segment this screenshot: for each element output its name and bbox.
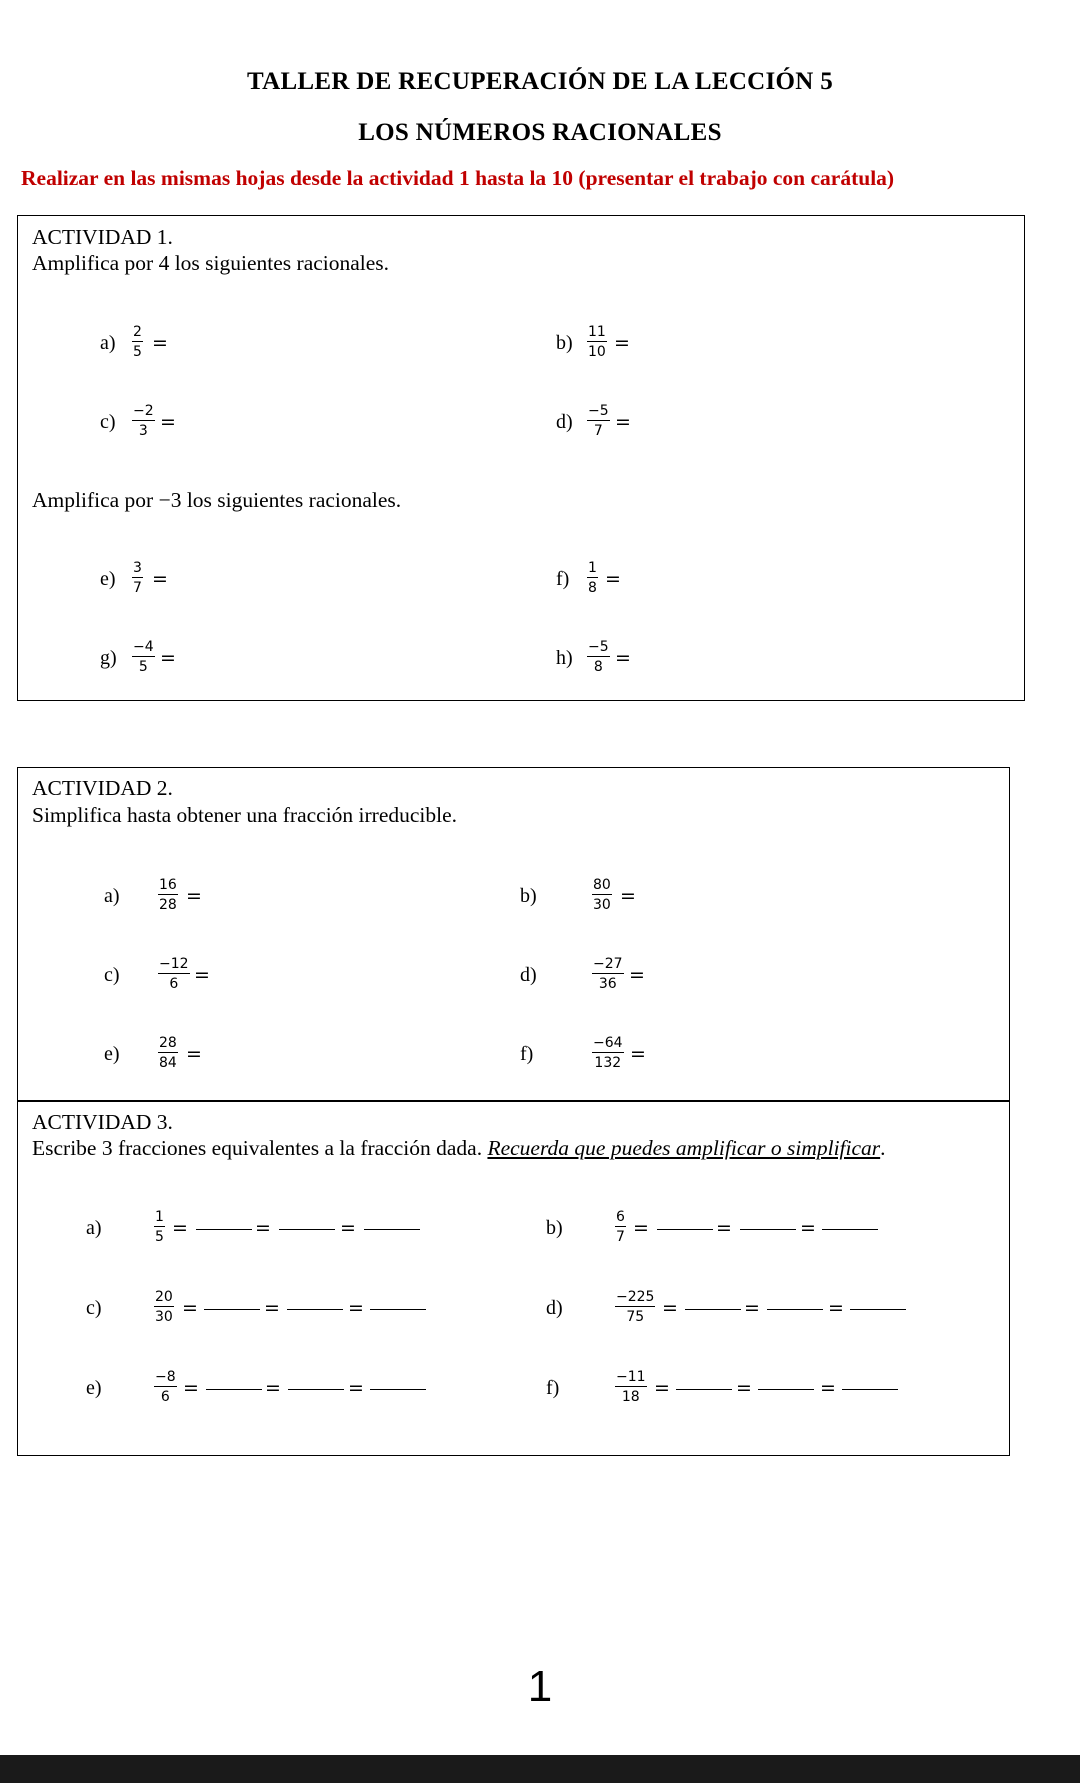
answer-blank[interactable] — [287, 1309, 343, 1310]
equals-sign: = — [633, 1217, 649, 1239]
fraction: −11 18 — [616, 1369, 646, 1406]
equals-sign: = — [614, 332, 630, 354]
equals-sign: = — [152, 332, 168, 354]
equals-sign: = — [183, 1377, 199, 1399]
activity-1-heading: ACTIVIDAD 1. — [32, 225, 173, 249]
activity-1-box — [17, 215, 1025, 701]
answer-blank[interactable] — [657, 1229, 713, 1230]
answer-blank[interactable] — [740, 1229, 796, 1230]
answer-blank[interactable] — [288, 1389, 344, 1390]
equals-sign: = — [615, 411, 631, 433]
fraction: −5 8 — [588, 639, 609, 676]
answer-blank[interactable] — [370, 1389, 426, 1390]
equals-sign: = — [152, 568, 168, 590]
answer-blank[interactable] — [685, 1309, 741, 1310]
exercise-label: a) — [104, 885, 120, 907]
fraction: −64 132 — [593, 1035, 623, 1072]
answer-blank[interactable] — [767, 1309, 823, 1310]
answer-blank[interactable] — [196, 1229, 252, 1230]
exercise-label: e) — [86, 1377, 102, 1399]
exercise-label: a) — [100, 332, 116, 354]
equals-sign: = — [264, 1297, 280, 1319]
exercise-label: e) — [100, 568, 116, 590]
exercise-label: d) — [546, 1297, 563, 1319]
activity-3-prompt: Escribe 3 fracciones equivalentes a la fracción dada. Recuerda que puedes amplificar o simplificar. — [32, 1136, 886, 1160]
exercise-label: f) — [546, 1377, 560, 1399]
answer-blank[interactable] — [279, 1229, 335, 1230]
page-number: 1 — [527, 1662, 553, 1711]
answer-blank[interactable] — [204, 1309, 260, 1310]
fraction: −4 5 — [133, 639, 154, 676]
answer-blank[interactable] — [842, 1389, 898, 1390]
exercise-label: f) — [520, 1043, 534, 1065]
activity-2-prompt: Simplifica hasta obtener una fracción irreducible. — [32, 803, 458, 827]
exercise-label: b) — [556, 332, 573, 354]
exercise-label: a) — [86, 1217, 102, 1239]
answer-blank[interactable] — [758, 1389, 814, 1390]
instructions: Realizar en las mismas hojas desde la actividad 1 hasta la 10 (presentar el trabajo con carátula) — [21, 166, 895, 190]
exercise-label: c) — [104, 964, 120, 986]
equals-sign: = — [630, 1043, 646, 1065]
equals-sign: = — [348, 1297, 364, 1319]
equals-sign: = — [744, 1297, 760, 1319]
activity-1-prompt-amplify-minus-3: Amplifica por −3 los siguientes racionales. — [32, 488, 402, 512]
equals-sign: = — [605, 568, 621, 590]
answer-blank[interactable] — [822, 1229, 878, 1230]
fraction: −5 7 — [588, 403, 609, 440]
worksheet-title: TALLER DE RECUPERACIÓN DE LA LECCIÓN 5 — [246, 68, 834, 95]
answer-blank[interactable] — [850, 1309, 906, 1310]
equals-sign: = — [182, 1297, 198, 1319]
fraction: −225 75 — [616, 1289, 655, 1326]
equals-sign: = — [615, 647, 631, 669]
equals-sign: = — [348, 1377, 364, 1399]
answer-blank[interactable] — [364, 1229, 420, 1230]
equals-sign: = — [654, 1377, 670, 1399]
fraction: −2 3 — [133, 403, 154, 440]
fraction: 11 10 — [588, 324, 606, 361]
equals-sign: = — [629, 964, 645, 986]
equals-sign: = — [186, 885, 202, 907]
equals-sign: = — [340, 1217, 356, 1239]
exercise-label: c) — [86, 1297, 102, 1319]
fraction: 3 7 — [133, 560, 142, 597]
activity-3-heading: ACTIVIDAD 3. — [32, 1110, 173, 1134]
fraction: 28 84 — [159, 1035, 177, 1072]
equals-sign: = — [186, 1043, 202, 1065]
fraction: −12 6 — [159, 956, 189, 993]
exercise-label: h) — [556, 647, 573, 669]
answer-blank[interactable] — [676, 1389, 732, 1390]
equals-sign: = — [820, 1377, 836, 1399]
equals-sign: = — [736, 1377, 752, 1399]
exercise-label: b) — [520, 885, 537, 907]
activity-2-heading: ACTIVIDAD 2. — [32, 776, 173, 800]
exercise-label: f) — [556, 568, 570, 590]
equals-sign: = — [160, 647, 176, 669]
equals-sign: = — [800, 1217, 816, 1239]
activity-3-hint: Recuerda que puedes amplificar o simplificar — [487, 1136, 881, 1160]
equals-sign: = — [255, 1217, 271, 1239]
fraction: 80 30 — [593, 877, 611, 914]
fraction: −8 6 — [155, 1369, 176, 1406]
equals-sign: = — [194, 964, 210, 986]
exercise-label: g) — [100, 647, 117, 669]
equals-sign: = — [620, 885, 636, 907]
fraction: 16 28 — [159, 877, 177, 914]
worksheet-subtitle: LOS NÚMEROS RACIONALES — [358, 119, 722, 146]
equals-sign: = — [265, 1377, 281, 1399]
fraction: 6 7 — [616, 1209, 625, 1246]
answer-blank[interactable] — [370, 1309, 426, 1310]
activity-1-prompt-amplify-4: Amplifica por 4 los siguientes racionales. — [32, 251, 390, 275]
fraction: 1 5 — [155, 1209, 164, 1246]
exercise-label: c) — [100, 411, 116, 433]
exercise-label: d) — [520, 964, 537, 986]
equals-sign: = — [662, 1297, 678, 1319]
footer-bar — [0, 1755, 1080, 1783]
answer-blank[interactable] — [206, 1389, 262, 1390]
equals-sign: = — [160, 411, 176, 433]
fraction: 20 30 — [155, 1289, 173, 1326]
exercise-label: e) — [104, 1043, 120, 1065]
equals-sign: = — [172, 1217, 188, 1239]
fraction: 1 8 — [588, 560, 597, 597]
equals-sign: = — [716, 1217, 732, 1239]
equals-sign: = — [828, 1297, 844, 1319]
exercise-label: b) — [546, 1217, 563, 1239]
exercise-label: d) — [556, 411, 573, 433]
fraction: 2 5 — [133, 324, 142, 361]
fraction: −27 36 — [593, 956, 623, 993]
